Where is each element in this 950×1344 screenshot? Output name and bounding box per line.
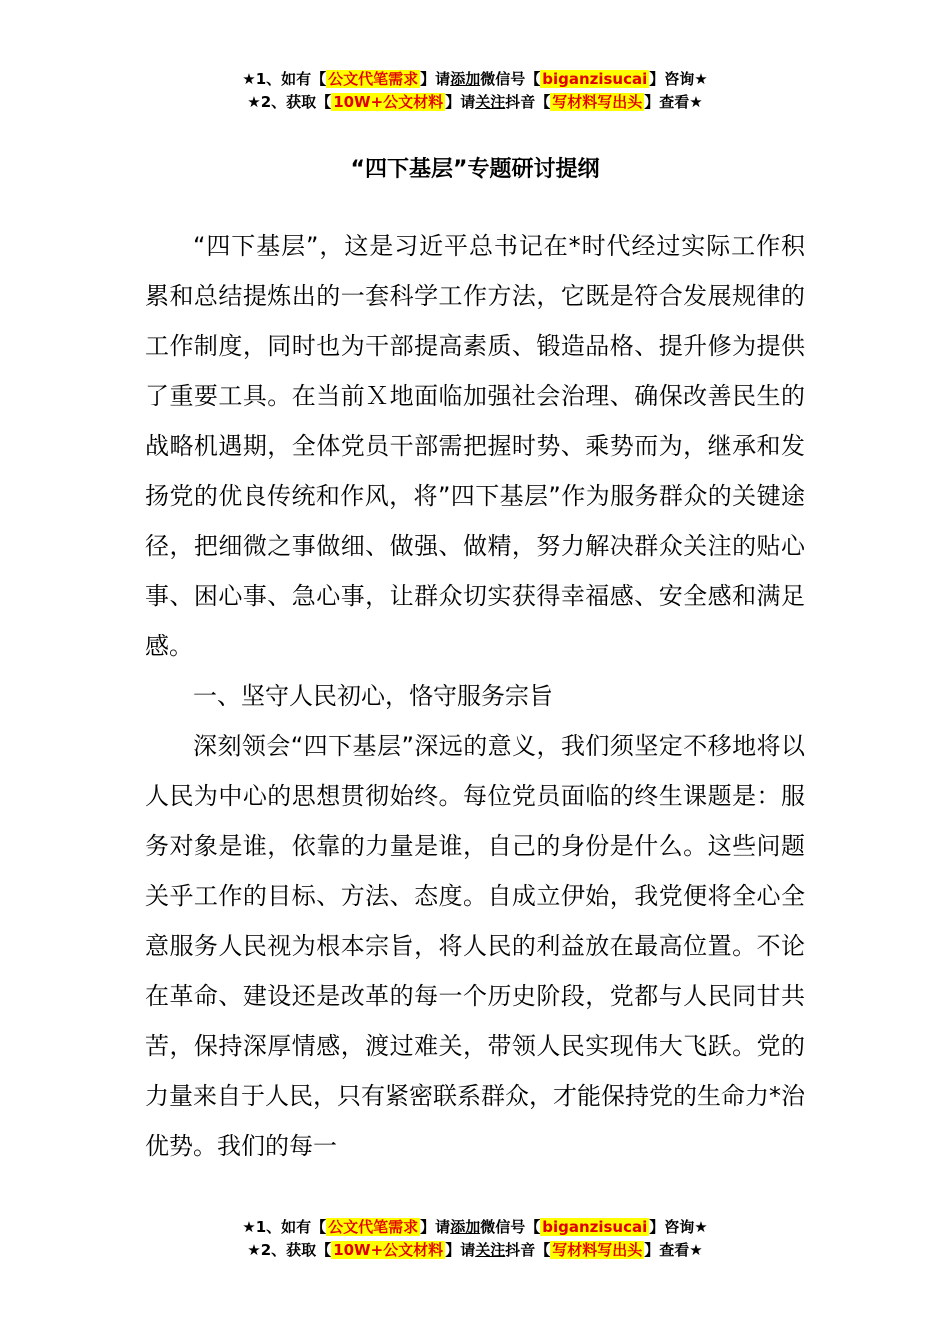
body-paragraph: 深刻领会“四下基层”深远的意义，我们须坚定不移地将以人民为中心的思想贯彻始终。每位党员面临的终生课题是：服务对象是谁，依靠的力量是谁，自己的身份是什么。这些问题关乎工作的目标、方法、态度。自成立伊始，我党便将全心全意服务人民视为根本宗旨，将人民的利益放在最高位置。不论在革命、建设还是改革的每一个历史阶段，党都与人民同甘共苦，保持深厚情感，渡过难关，带领人民实现伟大飞跃。党的力量来自于人民，只有紧密联系群众，才能保持党的生命力*治优势。我们的每一 — [145, 732, 805, 1160]
section-heading-1: 一、坚守人民初心，恪守服务宗旨 — [193, 682, 553, 710]
highlight-materials: 10W+公文材料 — [333, 93, 444, 111]
footer-line-1: ★1、如有【 公文代笔需求 】请添加微信号【 biganzisucai 】咨询★ — [242, 1218, 708, 1236]
intro-paragraph: “四下基层”，这是习近平总书记在*时代经过实际工作积累和总结提炼出的一套科学工作方法，它既是符合发展规律的工作制度，同时也为干部提高素质、锻造品格、提升修为提供了重要工具。在当前Ｘ地面临加强社会治理、确保改善民生的战略机遇期，全体党员干部需把握时势、乘势而为，继承和发扬党的优良传统和作风，将”四下基层”作为服务群众的关键途径，把细微之事做细、做强、做精，努力解决群众关注的贴心事、困心事、急心事，让群众切实获得幸福感、安全感和满足感。 — [145, 232, 805, 660]
highlight-materials: 10W+公文材料 — [333, 1241, 444, 1259]
highlight-douyin: 写材料写出头 — [552, 1241, 643, 1259]
highlight-wechat-id: biganzisucai — [542, 1218, 648, 1236]
highlight-service: 公文代笔需求 — [328, 1218, 419, 1236]
document-title: “四下基层”专题研讨提纲 — [350, 157, 600, 182]
header-line-1: ★1、如有【 公文代笔需求 】请添加微信号【 biganzisucai 】咨询★ — [242, 70, 708, 88]
highlight-douyin: 写材料写出头 — [552, 93, 643, 111]
highlight-wechat-id: biganzisucai — [542, 70, 648, 88]
document-body — [145, 221, 805, 1171]
footer-line-2: ★2、获取【 10W+公文材料 】请关注抖音【 写材料写出头 】查看★ — [247, 1241, 703, 1259]
header-banner — [0, 68, 950, 114]
header-line-2: ★2、获取【 10W+公文材料 】请关注抖音【 写材料写出头 】查看★ — [247, 93, 703, 111]
footer-banner — [0, 1216, 950, 1262]
highlight-service: 公文代笔需求 — [328, 70, 419, 88]
